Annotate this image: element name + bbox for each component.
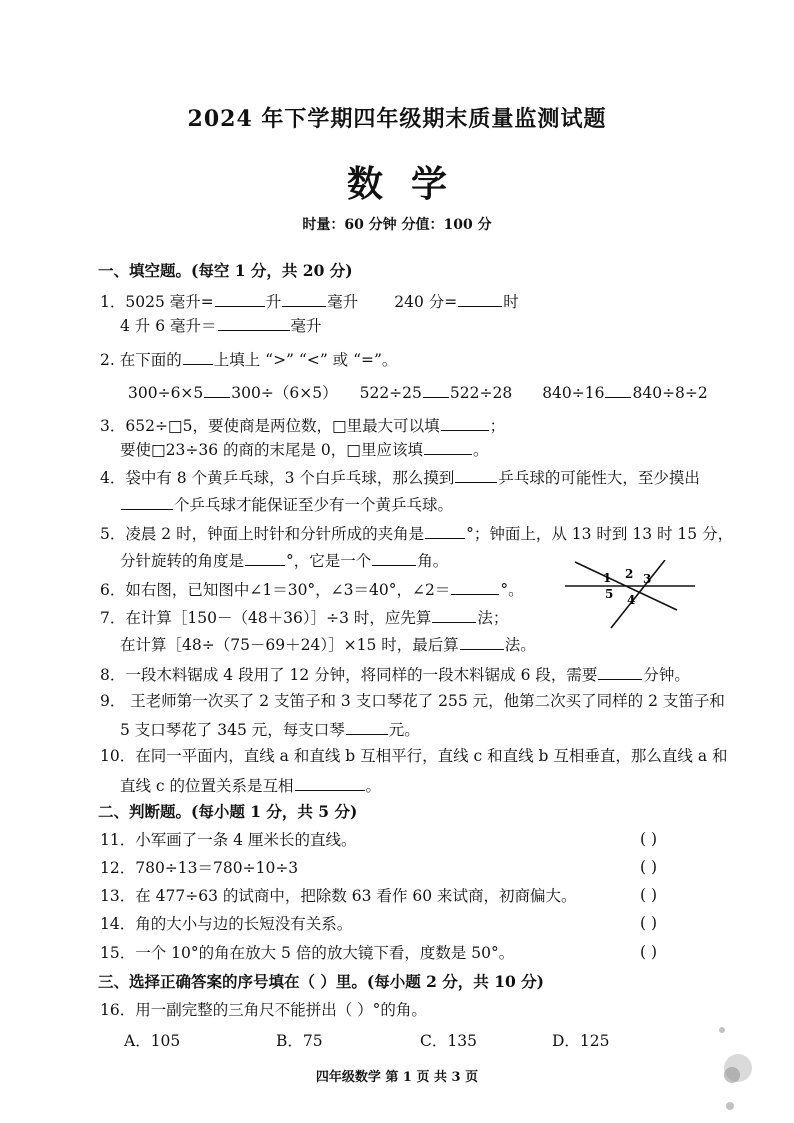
section-2-heading: 二、判断题。(每小题 1 分，共 5 分) [98, 802, 358, 821]
subject-title: 数学 [346, 163, 475, 205]
exam-title: 2024 年下学期四年级期末质量监测试题 [187, 106, 607, 132]
question-15: 15．一个 10°的角在放大 5 倍的放大镜下看，度数是 50°。 [100, 944, 515, 962]
answer-blank[interactable] [432, 606, 476, 623]
page-footer: 四年级数学 第 1 页 共 3 页 [315, 1070, 479, 1085]
angle-label-2: 2 [625, 567, 634, 581]
question-3-line-1: 3．652÷□5，要使商是两位数，□里最大可以填 ； [100, 414, 505, 436]
question-7-line-1: 7．在计算［150－（48＋36）］÷3 时，应先算 法； [100, 606, 508, 628]
answer-paren[interactable]: ( ) [640, 858, 658, 876]
answer-blank[interactable] [605, 381, 631, 398]
question-8: 8．一段木料锯成 4 段用了 12 分钟，将同样的一段木料锯成 6 段，需要 分钟。 [100, 663, 690, 685]
angle-label-3: 3 [643, 572, 652, 586]
answer-paren[interactable]: ( ) [640, 830, 658, 848]
question-11: 11．小军画了一条 4 厘米长的直线。 [100, 831, 357, 849]
answer-blank[interactable] [598, 663, 642, 680]
question-16: 16．用一副完整的三角尺不能拼出（ ）°的角。 [100, 1001, 427, 1019]
answer-blank[interactable] [460, 633, 504, 650]
answer-blank[interactable] [295, 774, 365, 791]
question-4-line-1: 4．袋中有 8 个黄乒乓球，3 个白乒乓球，那么摸到 乒乓球的可能性大，至少摸出 [100, 466, 700, 488]
option-b[interactable]: B．75 [276, 1032, 323, 1050]
option-c[interactable]: C．135 [420, 1032, 477, 1050]
question-6: 6．如右图，已知图中∠1＝30°，∠3＝40°，∠2＝ °。 [100, 578, 524, 600]
answer-blank[interactable] [451, 578, 499, 595]
question-12: 12．780÷13＝780÷10÷3 [100, 859, 299, 877]
answer-blank[interactable] [425, 522, 465, 539]
answer-blank[interactable] [121, 493, 173, 510]
angle-label-4: 4 [627, 593, 636, 607]
answer-blank[interactable] [245, 549, 285, 566]
option-d[interactable]: D．125 [552, 1032, 610, 1050]
question-5-line-1: 5．凌晨 2 时，钟面上时针和分针所成的夹角是 °；钟面上，从 13 时到 13 时 15 分， [100, 522, 733, 544]
question-2-line-1: 2. 在下面的 上填上 “>” “<” 或 “=”。 [100, 348, 397, 370]
answer-blank[interactable] [346, 718, 388, 735]
answer-blank[interactable] [455, 466, 497, 483]
exam-meta: 时量：60 分钟 分值：100 分 [302, 217, 492, 233]
question-14: 14．角的大小与边的长短没有关系。 [100, 915, 353, 933]
question-4-line-2: 个乒乓球才能保证至少有一个黄乒乓球。 [120, 493, 453, 515]
question-9-line-2: 5 支口琴花了 345 元，每支口琴 元。 [120, 718, 420, 740]
question-2-line-2: 300÷6×5 300÷（6×5） 522÷25 522÷28 840÷16 840÷8÷2 [128, 381, 708, 403]
question-10-line-2: 直线 c 的位置关系是互相 。 [120, 774, 381, 796]
question-1-line-1: 1．5025 毫升= 升 毫升 240 分= 时 [100, 290, 519, 312]
line-b [611, 560, 665, 628]
answer-blank[interactable] [183, 348, 213, 365]
section-3-heading: 三、选择正确答案的序号填在（ ）里。(每小题 2 分，共 10 分) [98, 972, 545, 991]
answer-blank[interactable] [458, 290, 502, 307]
answer-paren[interactable]: ( ) [640, 943, 658, 961]
angle-label-1: 1 [603, 571, 612, 585]
answer-blank[interactable] [441, 414, 489, 431]
option-a[interactable]: A．105 [124, 1032, 181, 1050]
question-13: 13．在 477÷63 的试商中，把除数 63 看作 60 来试商，初商偏大。 [100, 887, 577, 905]
answer-blank[interactable] [215, 290, 265, 307]
answer-blank[interactable] [423, 381, 449, 398]
answer-blank[interactable] [424, 438, 472, 455]
question-5-line-2: 分针旋转的角度是 °，它是一个 角。 [120, 549, 448, 571]
answer-blank[interactable] [282, 290, 326, 307]
question-3-line-2: 要使□23÷36 的商的末尾是 0，□里应该填 。 [120, 438, 488, 460]
answer-blank[interactable] [372, 549, 416, 566]
answer-blank[interactable] [218, 314, 290, 331]
angle-label-5: 5 [605, 587, 614, 601]
section-1-heading: 一、填空题。(每空 1 分，共 20 分) [98, 261, 353, 280]
angle-figure [565, 560, 695, 630]
question-1-line-2: 4 升 6 毫升＝ 毫升 [120, 314, 322, 336]
question-9-line-1: 9． 王老师第一次买了 2 支笛子和 3 支口琴花了 255 元，他第二次买了同样的 2 支笛子和 [100, 692, 725, 710]
answer-paren[interactable]: ( ) [640, 914, 658, 932]
question-10-line-1: 10．在同一平面内，直线 a 和直线 b 互相平行，直线 c 和直线 b 互相垂直，那么直线 a 和 [100, 747, 728, 765]
answer-blank[interactable] [204, 381, 230, 398]
answer-paren[interactable]: ( ) [640, 886, 658, 904]
question-7-line-2: 在计算［48÷（75－69＋24）］×15 时，最后算 法。 [120, 633, 536, 655]
